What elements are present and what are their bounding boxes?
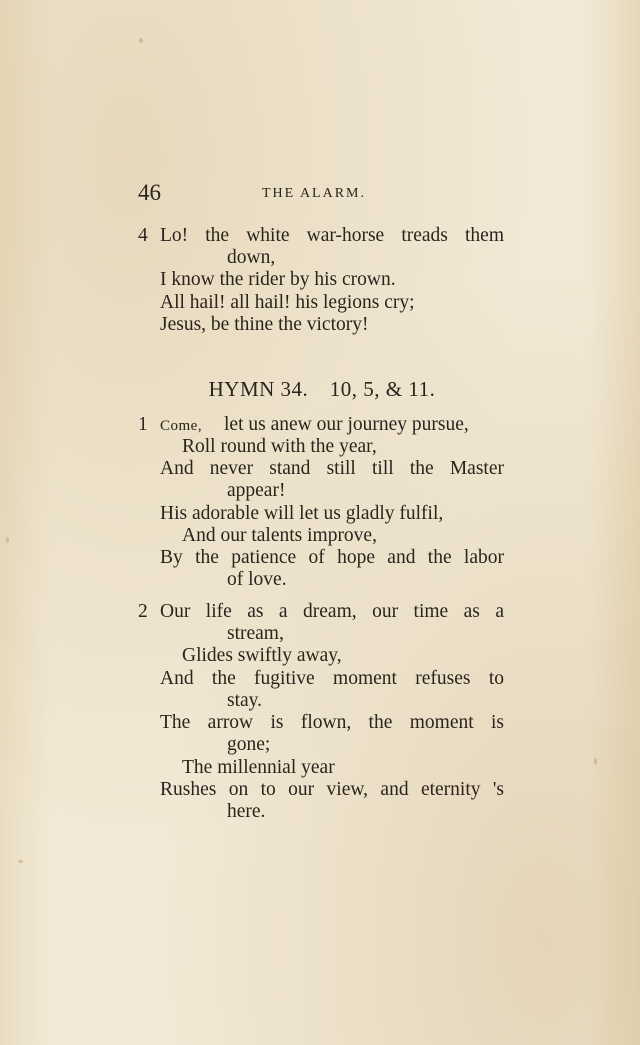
hymn-meter: 10, 5, & 11. (329, 377, 436, 401)
verse-line (136, 502, 508, 526)
verse-line (136, 246, 508, 270)
verse-line (136, 689, 508, 713)
page-number: 46 (138, 180, 161, 205)
verse-line (136, 224, 508, 248)
page-header (136, 180, 508, 210)
verse-line (136, 313, 508, 337)
verse-line (136, 711, 508, 735)
verse-text: stay. (227, 690, 263, 711)
verse-text: By the patience of hope and the labor (160, 547, 504, 568)
verse-line (136, 546, 508, 570)
verse-line (136, 667, 508, 691)
verse-line (136, 733, 508, 757)
hymn-heading (136, 376, 508, 402)
verse-text: let us anew our journey pursue, (224, 414, 469, 435)
verse-text: I know the rider by his crown. (160, 269, 396, 290)
verse-line (136, 413, 508, 437)
foxing-spot (18, 860, 23, 863)
verse-first-word: Come, (160, 418, 203, 434)
verse-line (136, 435, 508, 459)
verse-text: The millennial year (182, 757, 335, 778)
verse-text: Lo! the white war-horse treads them (160, 225, 504, 246)
verse-text: here. (227, 801, 266, 822)
stanza-number: 1 (138, 414, 148, 435)
verse-text: gone; (227, 734, 271, 755)
verse-text: stream, (227, 623, 284, 644)
hymn-title: HYMN 34. (208, 377, 309, 401)
verse-text: Jesus, be thine the victory! (160, 314, 369, 335)
verse-text: Roll round with the year, (182, 436, 377, 457)
verse-text: And never stand still till the Master (160, 458, 504, 479)
stanza-number: 4 (138, 225, 148, 246)
verse-line (136, 524, 508, 548)
verse-line (136, 756, 508, 780)
verse-line (136, 644, 508, 668)
verse-line (136, 778, 508, 802)
verse-text: The arrow is flown, the moment is (160, 712, 504, 733)
verse-line (136, 291, 508, 315)
verse-text: appear! (227, 480, 286, 501)
verse-text: Our life as a dream, our time as a (160, 601, 504, 622)
verse-text: Glides swiftly away, (182, 645, 342, 666)
verse-line (136, 600, 508, 624)
verse-line (136, 622, 508, 646)
verse-line (136, 568, 508, 592)
verse-text: All hail! all hail! his legions cry; (160, 292, 415, 313)
foxing-spot (6, 537, 9, 543)
verse-line (136, 479, 508, 503)
verse-text: Rushes on to our view, and eternity 's (160, 779, 504, 800)
foxing-spot (139, 38, 143, 43)
verse-text: And our talents improve, (182, 525, 377, 546)
running-head: THE ALARM. (262, 186, 366, 201)
verse-line (136, 800, 508, 824)
verse-text: down, (227, 247, 276, 268)
verse-text: of love. (227, 569, 287, 590)
foxing-spot (594, 758, 597, 765)
verse-text: And the fugitive moment refuses to (160, 668, 504, 689)
verse-text: His adorable will let us gladly fulfil, (160, 503, 444, 524)
stanza-number: 2 (138, 601, 148, 622)
verse-line (136, 457, 508, 481)
verse-line (136, 268, 508, 292)
